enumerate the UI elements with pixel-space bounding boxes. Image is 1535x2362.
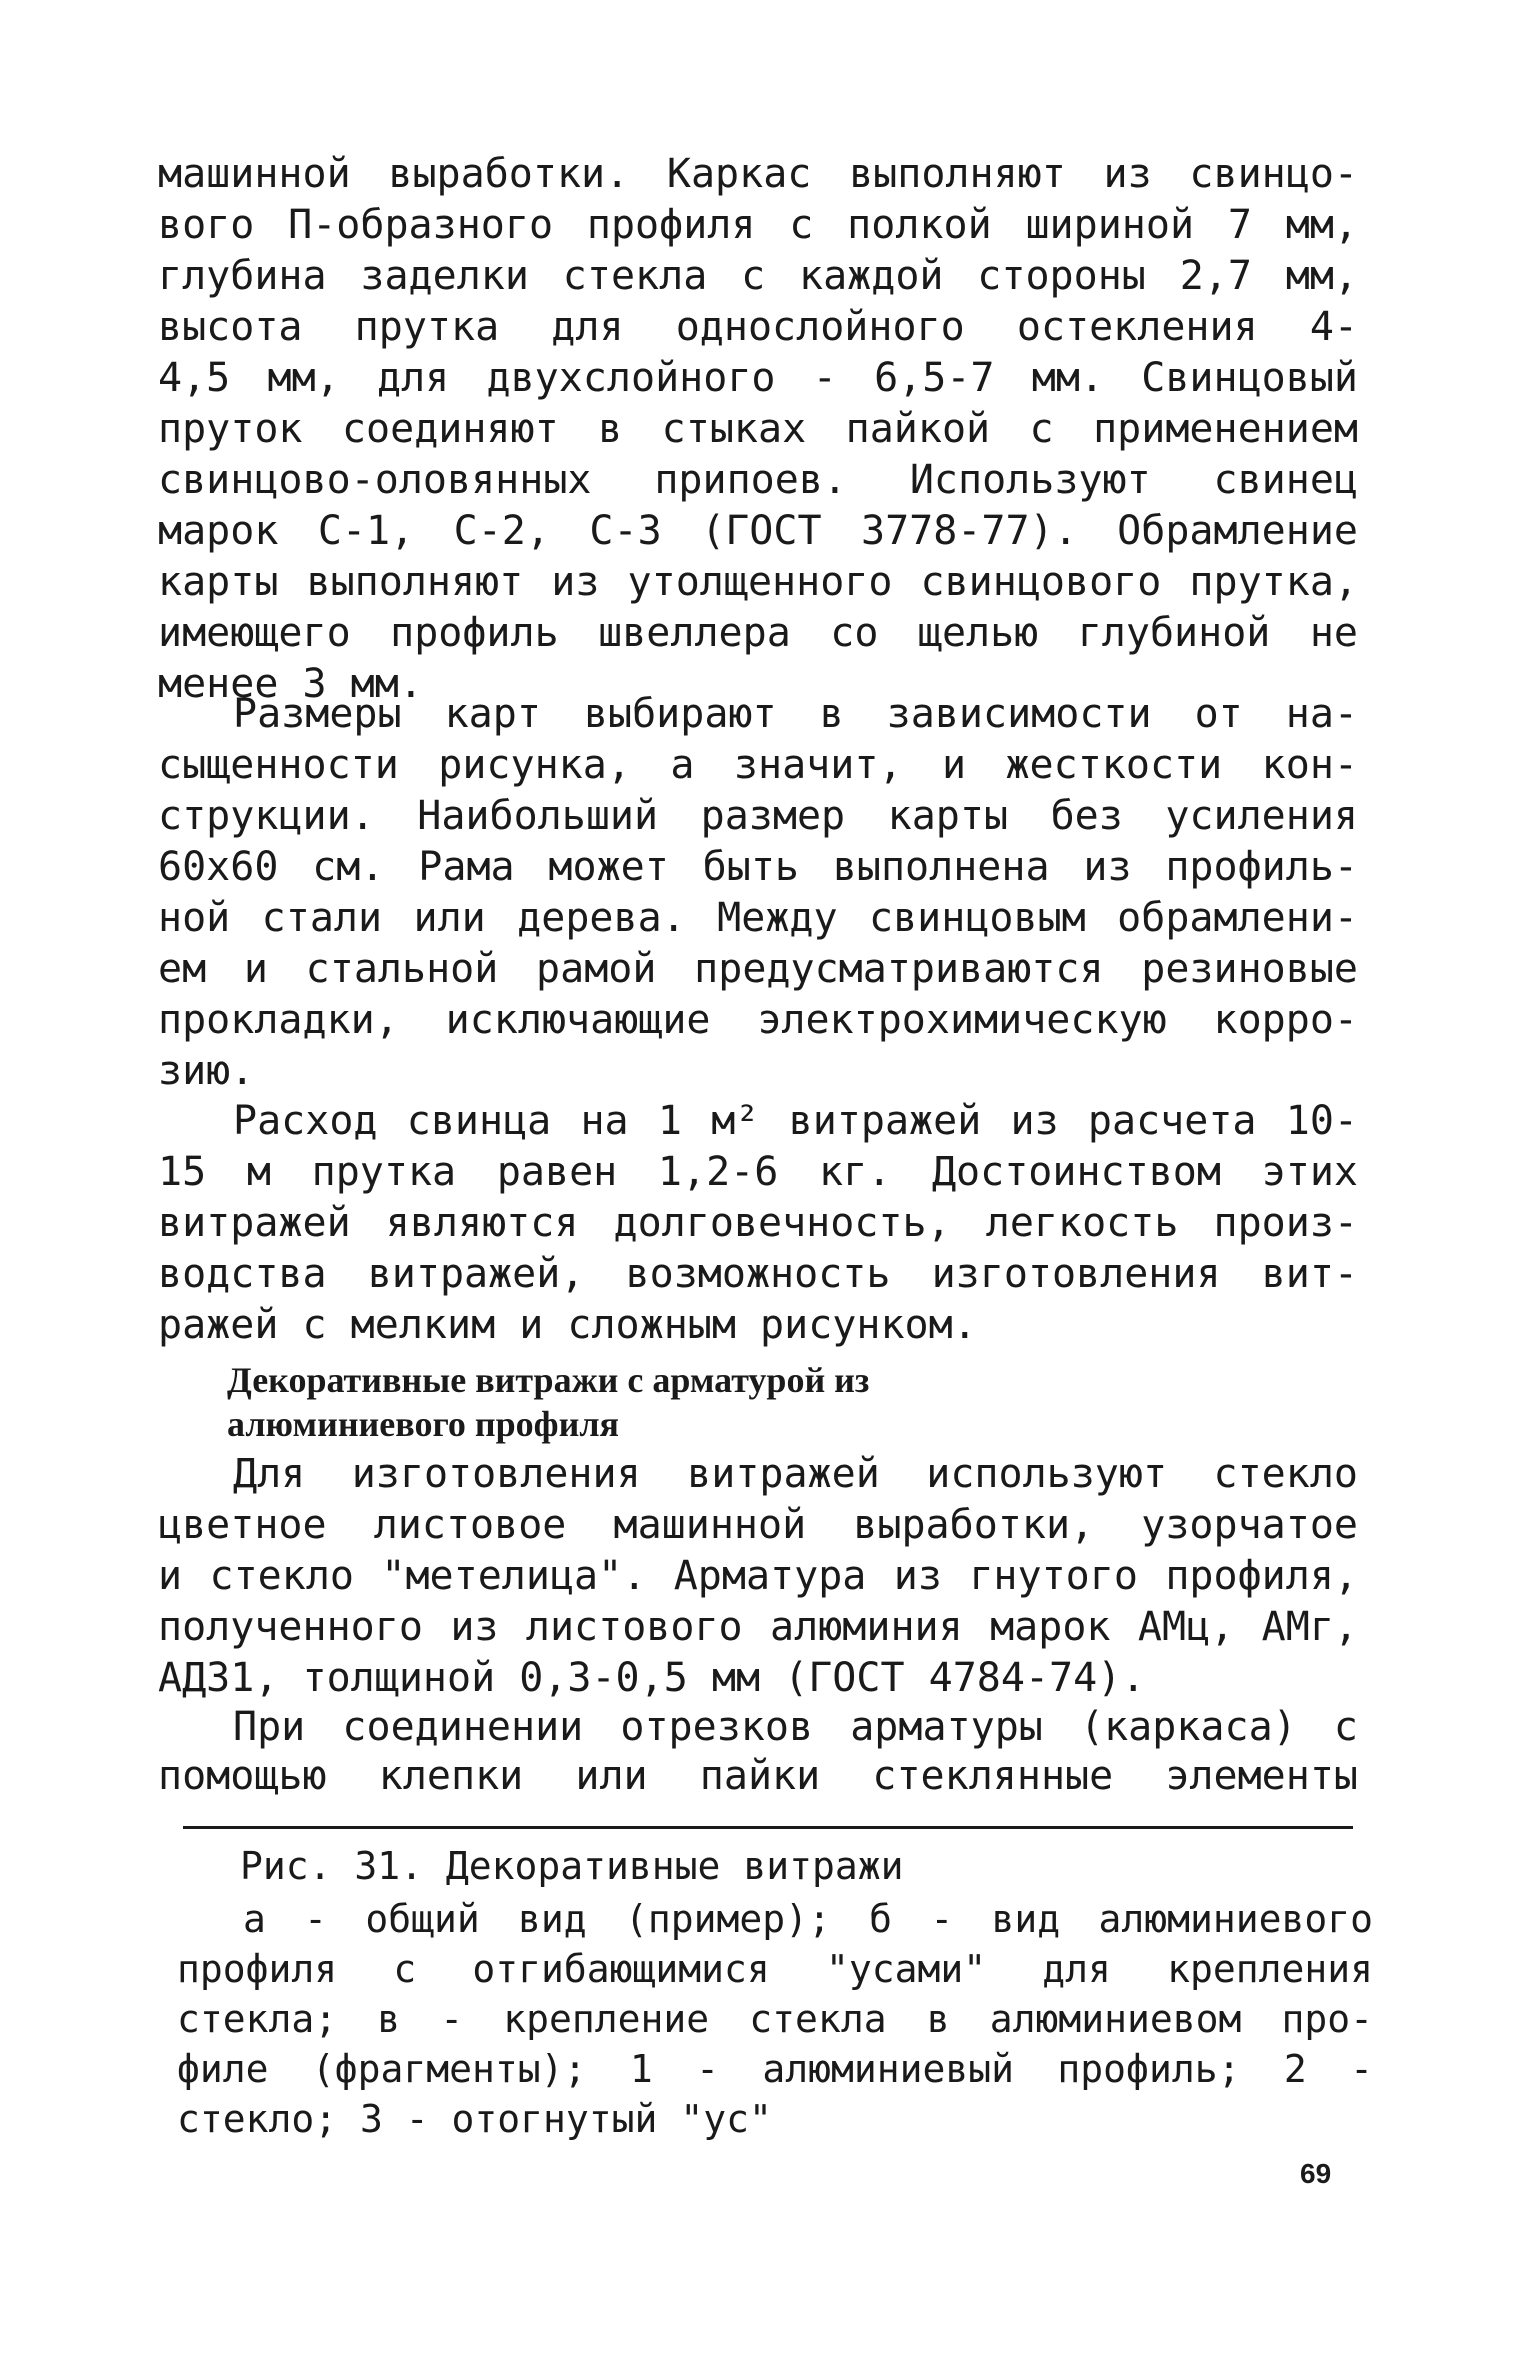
caption-line: стекла; в - крепление стекла в алюминиевом про- — [177, 1997, 1373, 2041]
text-line: витражей являются долговечность, легкость произ- — [158, 1200, 1358, 1246]
heading-line: алюминиевого профиля — [227, 1404, 620, 1444]
caption-divider — [183, 1826, 1353, 1829]
text-line: ем и стальной рамой предусматриваются резиновые — [158, 946, 1358, 992]
text-line: ной стали или дерева. Между свинцовым обрамлени- — [158, 895, 1358, 941]
text-line: 15 м прутка равен 1,2-6 кг. Достоинством этих — [158, 1149, 1358, 1195]
text-line: Размеры карт выбирают в зависимости от на- — [233, 691, 1358, 737]
text-line: глубина заделки стекла с каждой стороны 2,7 мм, — [158, 253, 1358, 299]
text-line: вого П-образного профиля с полкой шириной 7 мм, — [158, 202, 1358, 248]
caption-line: профиля с отгибающимися "усами" для крепления — [177, 1947, 1373, 1991]
text-line: помощью клепки или пайки стеклянные элементы — [158, 1753, 1358, 1799]
text-line: При соединении отрезков арматуры (каркаса) с — [233, 1704, 1358, 1750]
text-line: машинной выработки. Каркас выполняют из свинцо- — [158, 151, 1358, 197]
text-line: АД31, толщиной 0,3-0,5 мм (ГОСТ 4784-74). — [158, 1655, 1146, 1701]
text-line: и стекло "метелица". Арматура из гнутого профиля, — [158, 1553, 1358, 1599]
text-line: сыщенности рисунка, а значит, и жесткости кон- — [158, 742, 1358, 788]
text-line: цветное листовое машинной выработки, узорчатое — [158, 1502, 1358, 1548]
text-line: 60х60 см. Рама может быть выполнена из профиль- — [158, 844, 1358, 890]
caption-line: стекло; 3 - отогнутый "ус" — [177, 2097, 772, 2141]
caption-line: филе (фрагменты); 1 - алюминиевый профиль; 2 - — [177, 2047, 1373, 2091]
text-line: зию. — [158, 1048, 255, 1094]
text-line: водства витражей, возможность изготовления вит- — [158, 1251, 1358, 1297]
page-number: 69 — [1300, 2158, 1332, 2189]
text-line: Расход свинца на 1 м² витражей из расчета 10- — [233, 1098, 1358, 1144]
text-line: марок С-1, С-2, С-3 (ГОСТ 3778-77). Обрамление — [158, 508, 1358, 554]
text-line: струкции. Наибольший размер карты без усиления — [158, 793, 1358, 839]
text-line: полученного из листового алюминия марок АМц, АМг, — [158, 1604, 1358, 1650]
text-line: имеющего профиль швеллера со щелью глубиной не — [158, 610, 1358, 656]
text-line: 4,5 мм, для двухслойного - 6,5-7 мм. Свинцовый — [158, 355, 1358, 401]
text-line: карты выполняют из утолщенного свинцового прутка, — [158, 559, 1358, 605]
text-line: менее 3 мм. — [158, 661, 423, 707]
text-line: ражей с мелким и сложным рисунком. — [158, 1302, 977, 1348]
text-line: свинцово-оловянных припоев. Используют свинец — [158, 457, 1358, 503]
caption-title: Рис. 31. Декоративные витражи — [240, 1844, 904, 1888]
text-line: пруток соединяют в стыках пайкой с применением — [158, 406, 1358, 452]
text-line: Для изготовления витражей используют стекло — [233, 1451, 1358, 1497]
text-line: высота прутка для однослойного остекления 4- — [158, 304, 1358, 350]
caption-line: а - общий вид (пример); б - вид алюминиевого — [243, 1897, 1373, 1941]
text-line: прокладки, исключающие электрохимическую корро- — [158, 997, 1358, 1043]
heading-line: Декоративные витражи с арматурой из — [227, 1360, 870, 1400]
